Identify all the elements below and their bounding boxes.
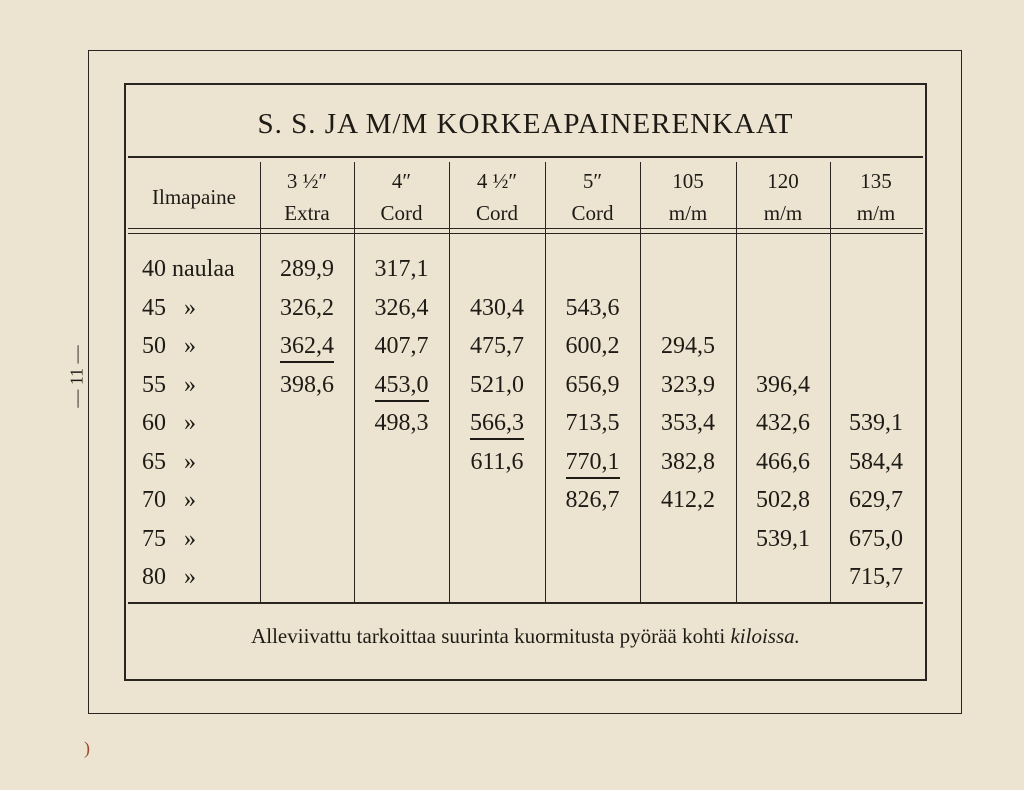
column-header-line2: m/m: [668, 201, 708, 225]
table-cell: [354, 289, 449, 327]
table-cell: [830, 481, 922, 519]
table-cell: [640, 404, 736, 442]
underlined-value: 362,4: [280, 331, 334, 363]
table-cell: [354, 366, 449, 404]
table-cell: [640, 443, 736, 481]
column-header-line2: Extra: [284, 201, 330, 225]
column-header-line2: Cord: [571, 201, 614, 225]
row-label: 65 »: [142, 448, 196, 475]
page-number: — 11 —: [66, 345, 87, 408]
table-cell: [354, 404, 449, 442]
table-cell: [260, 366, 354, 404]
row-label: 55 »: [142, 371, 196, 398]
table-cell: [545, 366, 640, 404]
column-header-line1: 5″: [582, 169, 603, 193]
table-cell: [545, 327, 640, 365]
cell-value: 326,4: [374, 294, 429, 321]
table-cell: [640, 327, 736, 365]
cell-value: 715,7: [849, 564, 903, 590]
cell-value: 466,6: [756, 448, 810, 475]
cell-value: 498,3: [374, 410, 429, 436]
table-cell: [260, 289, 354, 327]
table-cell: [545, 404, 640, 442]
table-cell: [449, 404, 545, 442]
cell-value: 289,9: [280, 256, 334, 282]
underlined-value: 566,3: [470, 408, 524, 440]
column-header-line1: 120: [767, 169, 799, 193]
header-rule-bottom: [128, 233, 923, 234]
table-cell: [449, 443, 545, 481]
column-header-line2: m/m: [856, 201, 896, 225]
table-cell: [354, 250, 449, 288]
cell-value: 396,4: [756, 371, 810, 398]
column-header: [830, 162, 922, 232]
column-header-line1: Ilmapaine: [152, 185, 236, 209]
row-label: 75 »: [142, 525, 196, 552]
table-cell: [830, 558, 922, 596]
cell-value: 432,6: [756, 410, 810, 436]
table-cell: [260, 250, 354, 288]
cell-value: 826,7: [565, 487, 620, 513]
cell-value: 656,9: [565, 371, 620, 398]
table-cell: [736, 520, 830, 558]
cell-value: 407,7: [374, 333, 429, 359]
column-header: [449, 162, 545, 232]
column-header-line1: 135: [860, 169, 892, 193]
table-cell: [545, 443, 640, 481]
footnote-text: Alleviivattu tarkoittaa suurinta kuormitusta pyörää kohti: [251, 624, 731, 648]
table-cell: [354, 327, 449, 365]
title-rule: [128, 156, 923, 158]
table-cell: [830, 443, 922, 481]
cell-value: 398,6: [280, 371, 334, 398]
cell-value: 382,8: [661, 448, 715, 475]
cell-value: 713,5: [565, 410, 620, 436]
underlined-value: 770,1: [566, 447, 620, 479]
column-header: [354, 162, 449, 232]
cell-value: 475,7: [470, 333, 524, 359]
cell-value: 629,7: [849, 487, 903, 513]
table-cell: [640, 481, 736, 519]
cell-value: 675,0: [849, 525, 903, 552]
cell-value: 430,4: [470, 294, 524, 321]
table-cell: [449, 366, 545, 404]
row-label: 80 »: [142, 564, 196, 590]
cell-value: 412,2: [661, 487, 715, 513]
footnote-italic: kiloissa.: [730, 624, 800, 648]
column-header-line1: 105: [672, 169, 704, 193]
cell-value: 611,6: [470, 448, 524, 475]
row-label: 40 naulaa: [142, 256, 235, 282]
table-cell: [736, 404, 830, 442]
cell-value: 502,8: [756, 487, 810, 513]
column-header-line2: Cord: [380, 201, 423, 225]
cell-value: 353,4: [661, 410, 715, 436]
cell-value: 317,1: [374, 256, 429, 282]
page-title: S. S. JA M/M KORKEAPAINERENKAAT: [257, 108, 794, 140]
row-label: 45 »: [142, 294, 196, 321]
row-label: 70 »: [142, 487, 196, 513]
column-header: [545, 162, 640, 232]
table-cell: [640, 366, 736, 404]
cell-value: 584,4: [849, 448, 903, 475]
footnote: [124, 624, 927, 649]
column-header-line2: Cord: [476, 201, 518, 225]
row-label: 60 »: [142, 410, 196, 436]
table-cell: [736, 443, 830, 481]
column-header-line1: 3 ½″: [286, 169, 328, 193]
cell-value: 600,2: [565, 333, 620, 359]
table-cell: [830, 404, 922, 442]
cell-value: 539,1: [756, 525, 810, 552]
cell-value: 543,6: [565, 294, 620, 321]
column-header: [260, 162, 354, 232]
table-bottom-rule: [128, 602, 923, 604]
cell-value: 323,9: [661, 371, 715, 398]
column-header-line2: m/m: [763, 201, 803, 225]
table-cell: [830, 520, 922, 558]
column-header: [736, 162, 830, 232]
column-header: [640, 162, 736, 232]
table-cell: [545, 481, 640, 519]
column-header-line1: 4″: [391, 169, 412, 193]
column-header: [128, 162, 260, 232]
table-cell: [736, 366, 830, 404]
table-cell: [449, 327, 545, 365]
cell-value: 539,1: [849, 410, 903, 436]
cell-value: 294,5: [661, 333, 715, 359]
table-cell: [260, 327, 354, 365]
cell-value: 521,0: [470, 371, 524, 398]
row-label: 50 »: [142, 333, 196, 359]
table-cell: [545, 289, 640, 327]
table-cell: [449, 289, 545, 327]
underlined-value: 453,0: [375, 370, 429, 402]
table-cell: [736, 481, 830, 519]
margin-mark: ): [84, 738, 90, 758]
cell-value: 326,2: [280, 294, 334, 321]
column-header-line1: 4 ½″: [476, 169, 518, 193]
